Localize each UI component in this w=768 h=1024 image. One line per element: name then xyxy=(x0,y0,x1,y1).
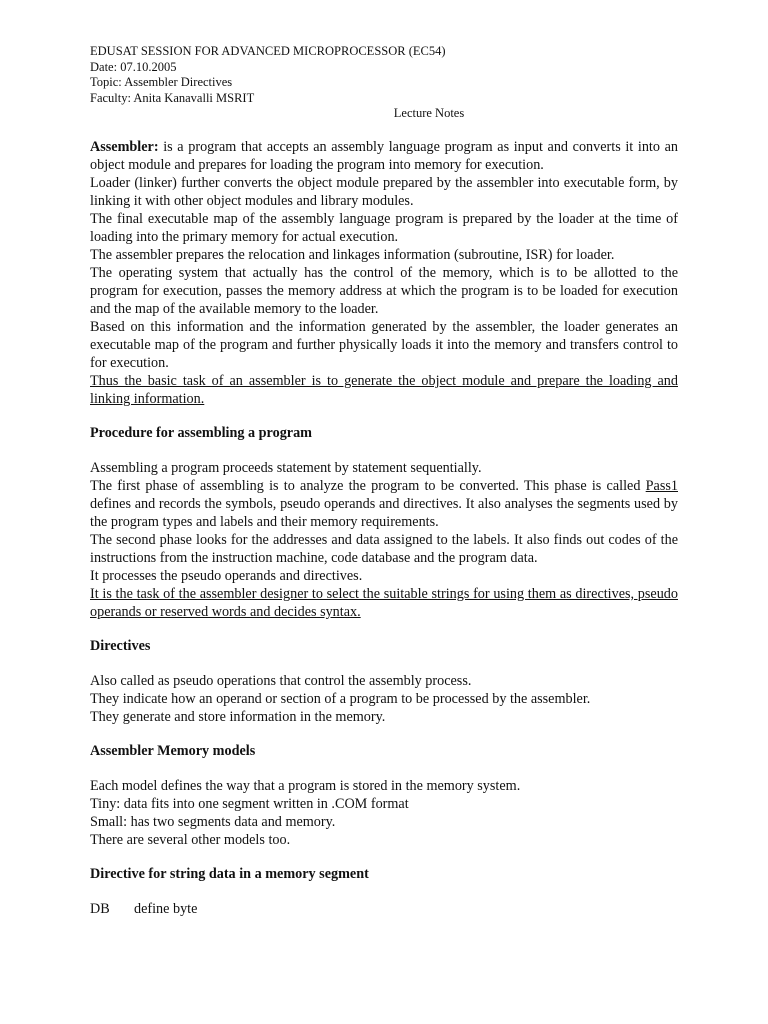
executable-map-paragraph: The final executable map of the assembly language program is prepared by the loader at the time of loading into the primary memory for actual execution. xyxy=(90,211,678,245)
loader-generates-paragraph: Based on this information and the information generated by the assembler, the loader generates an executable map of the program and further physically loads it into the memory and transfers control to for execution. xyxy=(90,319,678,371)
document-body xyxy=(90,138,678,918)
procedure-pseudo-operands: It processes the pseudo operands and directives. xyxy=(90,568,363,584)
session-topic: Topic: Assembler Directives xyxy=(90,75,233,89)
document-header xyxy=(90,44,678,106)
loader-paragraph: Loader (linker) further converts the object module prepared by the assembler into executable form, by linking it with other object modules and library modules. xyxy=(90,175,678,209)
first-phase-rest: defines and records the symbols, pseudo operands and directives. It also analyses the segments used by the program types and labels and their memory requirements. xyxy=(90,496,678,530)
session-faculty: Faculty: Anita Kanavalli MSRIT xyxy=(90,90,255,105)
directives-indicate: They indicate how an operand or section of a program to be processed by the assembler. xyxy=(90,691,591,707)
assembler-definition xyxy=(90,138,678,174)
db-code: DB xyxy=(90,901,110,917)
assembler-definition-text: is a program that accepts an assembly language program as input and converts it into an object module and prepares for loading the program into memory for execution. xyxy=(90,139,678,173)
procedure-heading: Procedure for assembling a program xyxy=(90,425,312,441)
procedure-second-phase: The second phase looks for the addresses and data assigned to the labels. It also finds out codes of the instructions from the instruction machine, code database and the program data. xyxy=(90,532,678,566)
session-date: Date: 07.10.2005 xyxy=(90,59,177,74)
string-directive-heading: Directive for string data in a memory segment xyxy=(90,866,369,882)
relocation-paragraph: The assembler prepares the relocation and linkages information (subroutine, ISR) for loader. xyxy=(90,247,615,263)
procedure-sequential: Assembling a program proceeds statement by statement sequentially. xyxy=(90,460,482,476)
operating-system-paragraph: The operating system that actually has the control of the memory, which is to be allotted to the program for execution, passes the memory address at which the program is to be loaded for execution and the map of the available memory to the loader. xyxy=(90,265,678,317)
other-models: There are several other models too. xyxy=(90,832,291,848)
pass1-term: Pass1 xyxy=(645,478,678,494)
assembler-task-summary: Thus the basic task of an assembler is to generate the object module and prepare the loading and linking information. xyxy=(90,373,678,407)
session-title: EDUSAT SESSION FOR ADVANCED MICROPROCESSOR (EC54) xyxy=(90,44,446,58)
tiny-model: Tiny: data fits into one segment written in .COM format xyxy=(90,796,409,812)
db-directive-row xyxy=(90,900,678,918)
procedure-first-phase xyxy=(90,477,678,531)
first-phase-text: The first phase of assembling is to analyze the program to be converted. This phase is called xyxy=(90,478,646,494)
directives-definition: Also called as pseudo operations that control the assembly process. xyxy=(90,673,472,689)
assembler-term: Assembler: xyxy=(90,139,159,155)
small-model: Small: has two segments data and memory. xyxy=(90,814,336,830)
assembler-designer-task: It is the task of the assembler designer to select the suitable strings for using them as directives, pseudo operands or reserved words and decides syntax. xyxy=(90,586,678,620)
memory-models-heading: Assembler Memory models xyxy=(90,743,256,759)
lecture-notes-label: Lecture Notes xyxy=(393,106,465,120)
memory-models-definition: Each model defines the way that a program is stored in the memory system. xyxy=(90,778,521,794)
db-description: define byte xyxy=(134,901,198,917)
directives-generate: They generate and store information in the memory. xyxy=(90,709,386,725)
directives-heading: Directives xyxy=(90,638,151,654)
